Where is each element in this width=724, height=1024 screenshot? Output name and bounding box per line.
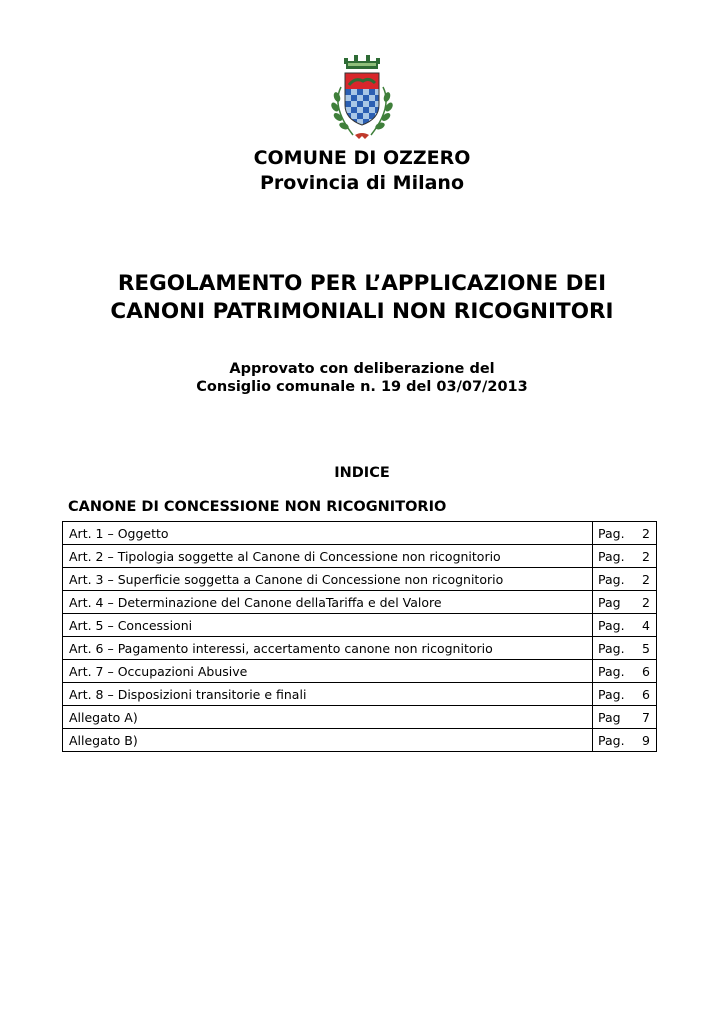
toc-page-prefix: Pag. [598,732,625,748]
toc-page-cell [593,545,657,568]
toc-page-cell [593,568,657,591]
toc-page-number: 6 [642,686,650,702]
toc-page-cell [593,729,657,752]
toc-page-prefix: Pag. [598,686,625,702]
municipality-name: COMUNE DI OZZERO [253,147,471,169]
toc-row [63,660,657,683]
toc-page-number: 9 [642,732,650,748]
toc-entry-label: Art. 7 – Occupazioni Abusive [63,660,593,683]
municipality-heading [0,146,724,196]
toc-entry-label: Art. 6 – Pagamento interessi, accertamento canone non ricognitorio [63,637,593,660]
toc-entry-label: Art. 2 – Tipologia soggette al Canone di Concessione non ricognitorio [63,545,593,568]
toc-row [63,637,657,660]
toc-page-cell [593,706,657,729]
document-title-line-2: CANONI PATRIMONIALI NON RICOGNITORI [110,299,614,324]
toc-page-number: 5 [642,640,650,656]
ribbon-icon [355,133,369,139]
approval-line-1: Approvato con deliberazione del [229,361,495,377]
document-title-line-1: REGOLAMENTO PER L’APPLICAZIONE DEI [117,271,607,296]
toc-page-prefix: Pag [598,594,621,610]
toc-row [63,614,657,637]
toc-page-prefix: Pag. [598,663,625,679]
toc-entry-label: Allegato A) [63,706,593,729]
toc-page-cell [593,614,657,637]
toc-page-number: 6 [642,663,650,679]
document-title [0,270,724,326]
toc-page-number: 2 [642,594,650,610]
toc-page-number: 7 [642,709,650,725]
toc-page-cell [593,683,657,706]
toc-page-number: 2 [642,525,650,541]
crown-icon [344,55,380,69]
coat-of-arms-icon [323,47,401,147]
toc-page-prefix: Pag. [598,571,625,587]
table-of-contents [62,521,657,752]
approval-line-2: Consiglio comunale n. 19 del 03/07/2013 [196,379,528,395]
province-name: Provincia di Milano [259,172,465,194]
toc-page-number: 2 [642,548,650,564]
toc-page-prefix: Pag [598,709,621,725]
toc-page-prefix: Pag. [598,525,625,541]
toc-entry-label: Allegato B) [63,729,593,752]
toc-row [63,591,657,614]
toc-row [63,568,657,591]
toc-entry-label: Art. 8 – Disposizioni transitorie e finali [63,683,593,706]
toc-page-cell [593,660,657,683]
toc-row [63,706,657,729]
section-title: CANONE DI CONCESSIONE NON RICOGNITORIO [68,499,447,515]
toc-row [63,545,657,568]
index-heading: INDICE [334,465,390,481]
toc-page-prefix: Pag. [598,617,625,633]
toc-entry-label: Art. 5 – Concessioni [63,614,593,637]
toc-entry-label: Art. 4 – Determinazione del Canone dellaTariffa e del Valore [63,591,593,614]
toc-page-number: 4 [642,617,650,633]
toc-page-cell [593,637,657,660]
toc-row [63,522,657,545]
toc-row [63,729,657,752]
toc-page-number: 2 [642,571,650,587]
toc-page-cell [593,522,657,545]
toc-page-cell [593,591,657,614]
approval-note [0,360,724,396]
toc-entry-label: Art. 1 – Oggetto [63,522,593,545]
toc-entry-label: Art. 3 – Superficie soggetta a Canone di Concessione non ricognitorio [63,568,593,591]
toc-page-prefix: Pag. [598,640,625,656]
toc-row [63,683,657,706]
toc-page-prefix: Pag. [598,548,625,564]
